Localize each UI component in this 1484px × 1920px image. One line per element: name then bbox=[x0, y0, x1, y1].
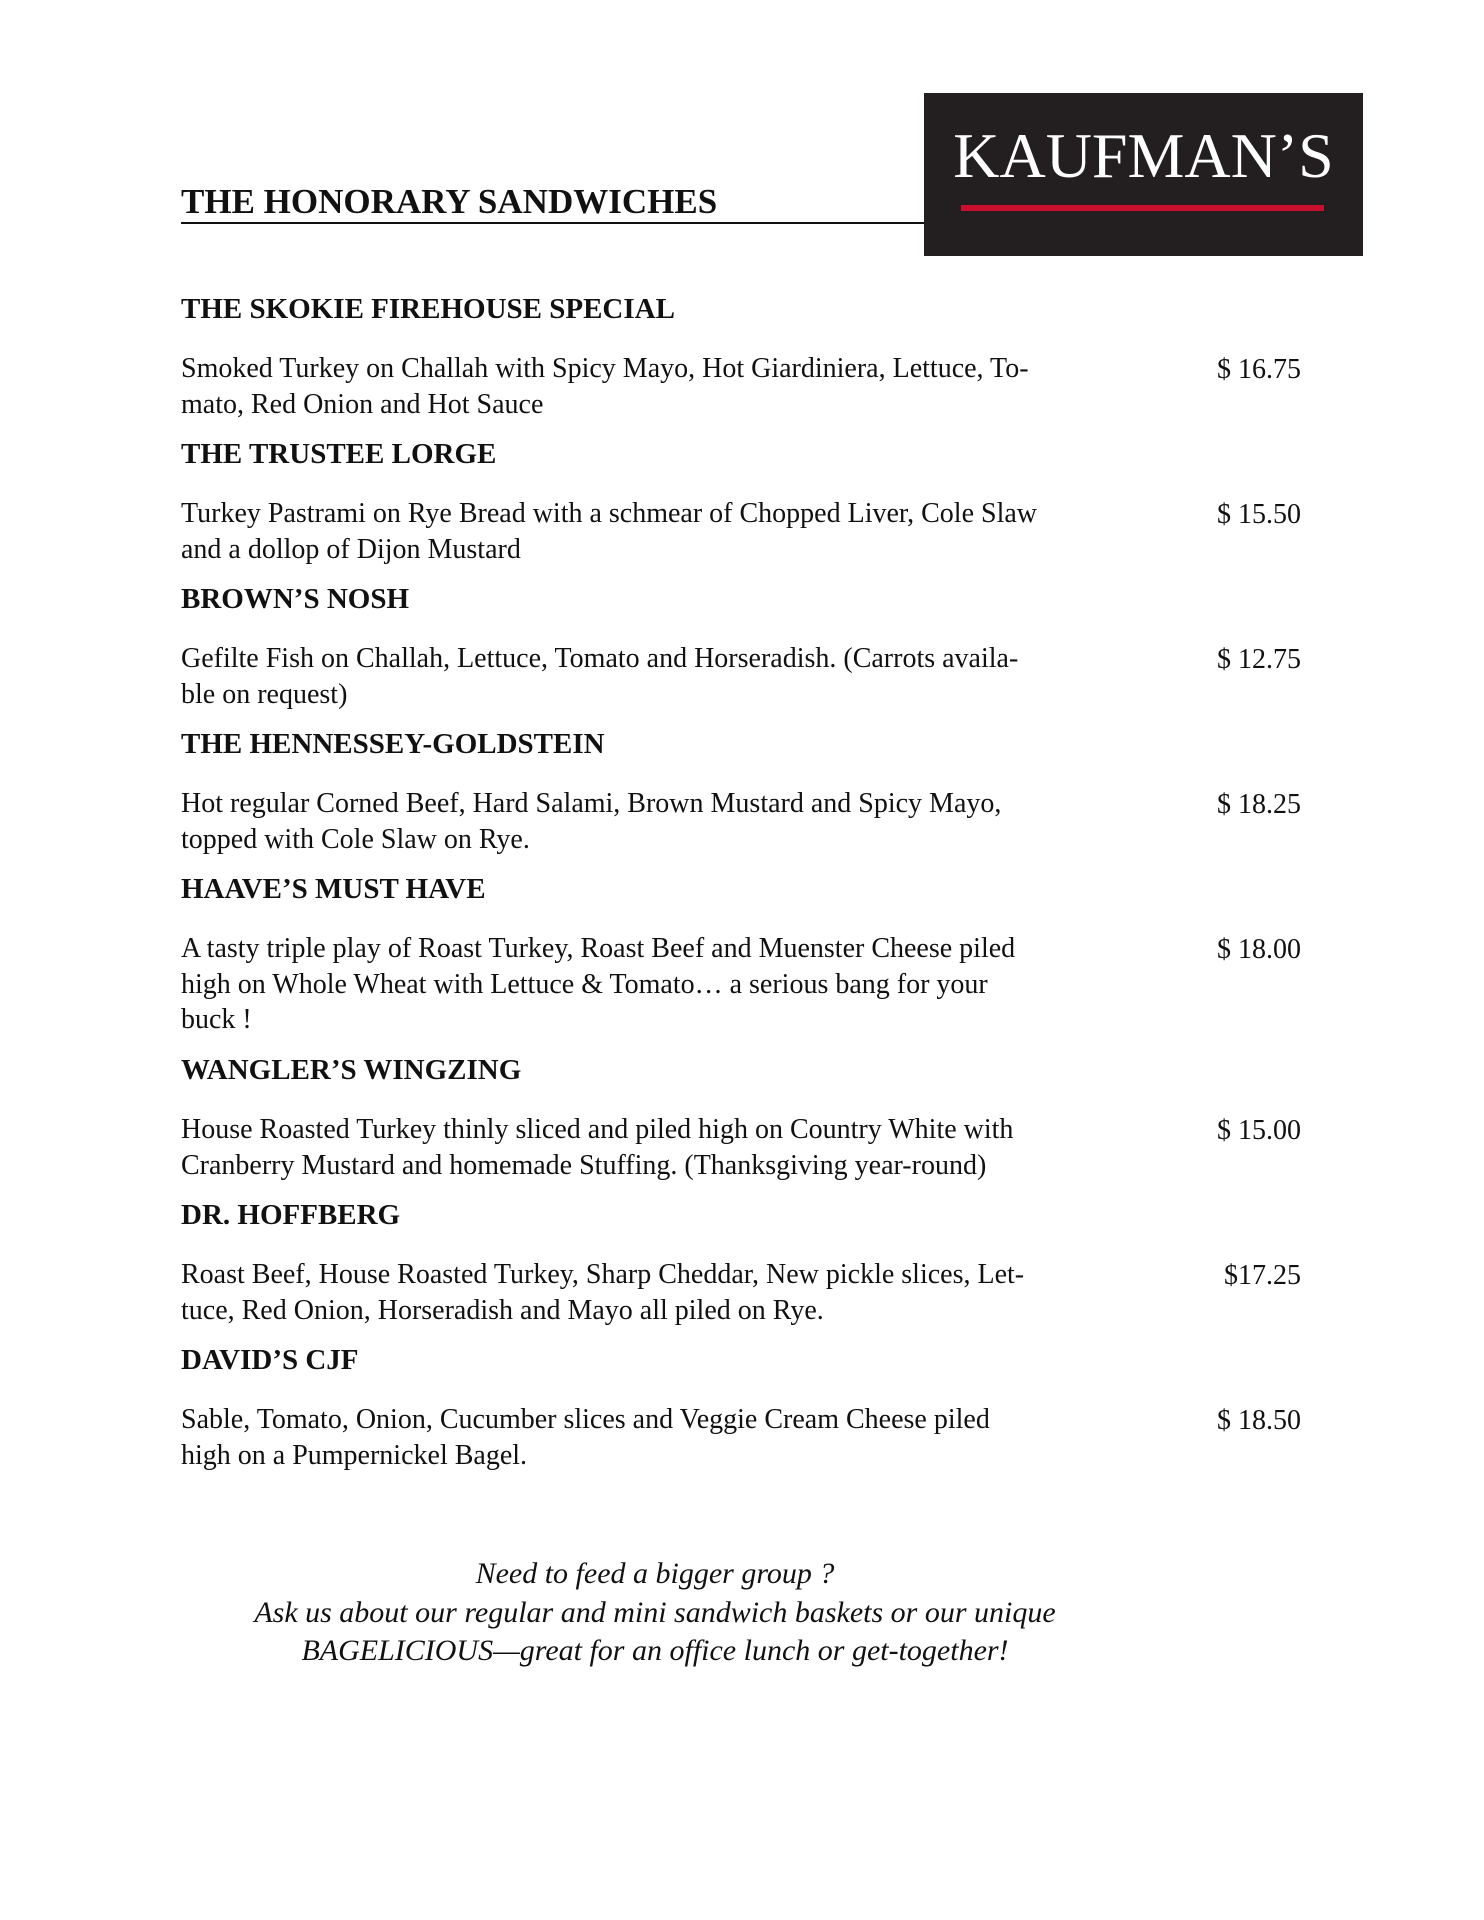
item-description-line: Sable, Tomato, Onion, Cucumber slices and Veggie Cream Cheese piled bbox=[181, 1404, 990, 1435]
item-price: $ 12.75 bbox=[1217, 644, 1301, 675]
item-description-line: buck ! bbox=[181, 1004, 252, 1035]
item-name: DR. HOFFBERG bbox=[181, 1199, 401, 1231]
page-title: THE HONORARY SANDWICHES bbox=[181, 182, 926, 224]
item-description-line: Gefilte Fish on Challah, Lettuce, Tomato and Horseradish. (Carrots availa- bbox=[181, 643, 1019, 674]
item-description-line: topped with Cole Slaw on Rye. bbox=[181, 823, 530, 855]
logo-wordmark: KAUFMAN’S bbox=[953, 120, 1334, 191]
item-description-line: Hot regular Corned Beef, Hard Salami, Brown Mustard and Spicy Mayo, bbox=[181, 788, 1002, 819]
item-name: THE TRUSTEE LORGE bbox=[181, 438, 497, 470]
item-name: THE HENNESSEY-GOLDSTEIN bbox=[181, 728, 605, 760]
footer-line: Ask us about our regular and mini sandwich baskets or our unique bbox=[254, 1595, 1056, 1629]
item-description bbox=[181, 496, 1131, 567]
item-price: $ 15.50 bbox=[1217, 499, 1301, 530]
item-description bbox=[181, 1257, 1131, 1328]
group-order-note bbox=[140, 1555, 1170, 1671]
item-description bbox=[181, 641, 1131, 712]
item-description-line: high on a Pumpernickel Bagel. bbox=[181, 1439, 528, 1471]
item-description-line: high on Whole Wheat with Lettuce & Tomato… a serious bang for your bbox=[181, 968, 988, 1000]
item-description-line: Smoked Turkey on Challah with Spicy Mayo, Hot Giardiniera, Lettuce, To- bbox=[181, 353, 1029, 384]
item-price: $ 15.00 bbox=[1217, 1115, 1301, 1146]
item-description bbox=[181, 931, 1131, 1038]
item-description-line: Turkey Pastrami on Rye Bread with a schmear of Chopped Liver, Cole Slaw bbox=[181, 498, 1038, 529]
item-description-line: and a dollop of Dijon Mustard bbox=[181, 533, 521, 565]
item-price: $ 18.50 bbox=[1217, 1405, 1301, 1436]
item-name: DAVID’S CJF bbox=[181, 1344, 359, 1376]
footer-line: BAGELICIOUS—great for an office lunch or get-together! bbox=[301, 1634, 1009, 1667]
item-name: BROWN’S NOSH bbox=[181, 583, 410, 615]
item-description-line: A tasty triple play of Roast Turkey, Roast Beef and Muenster Cheese piled bbox=[181, 933, 1016, 964]
item-description bbox=[181, 351, 1131, 422]
item-name: HAAVE’S MUST HAVE bbox=[181, 873, 486, 905]
logo-red-underline bbox=[961, 205, 1324, 211]
item-price: $17.25 bbox=[1224, 1260, 1301, 1291]
item-price: $ 16.75 bbox=[1217, 354, 1301, 385]
item-description bbox=[181, 1402, 1131, 1473]
item-description-line: Roast Beef, House Roasted Turkey, Sharp Cheddar, New pickle slices, Let- bbox=[181, 1259, 1025, 1290]
kaufmans-logo bbox=[924, 93, 1363, 256]
item-description-line: tuce, Red Onion, Horseradish and Mayo all piled on Rye. bbox=[181, 1294, 824, 1326]
item-description-line: mato, Red Onion and Hot Sauce bbox=[181, 388, 544, 420]
item-description bbox=[181, 1112, 1131, 1183]
item-description-line: ble on request) bbox=[181, 678, 348, 710]
item-description-line: Cranberry Mustard and homemade Stuffing. (Thanksgiving year-round) bbox=[181, 1149, 987, 1181]
item-name: THE SKOKIE FIREHOUSE SPECIAL bbox=[181, 293, 675, 325]
item-description-line: House Roasted Turkey thinly sliced and piled high on Country White with bbox=[181, 1114, 1014, 1145]
item-price: $ 18.00 bbox=[1217, 934, 1301, 965]
item-description bbox=[181, 786, 1131, 857]
item-price: $ 18.25 bbox=[1217, 789, 1301, 820]
item-name: WANGLER’S WINGZING bbox=[181, 1054, 522, 1086]
footer-line: Need to feed a bigger group ? bbox=[475, 1557, 835, 1590]
